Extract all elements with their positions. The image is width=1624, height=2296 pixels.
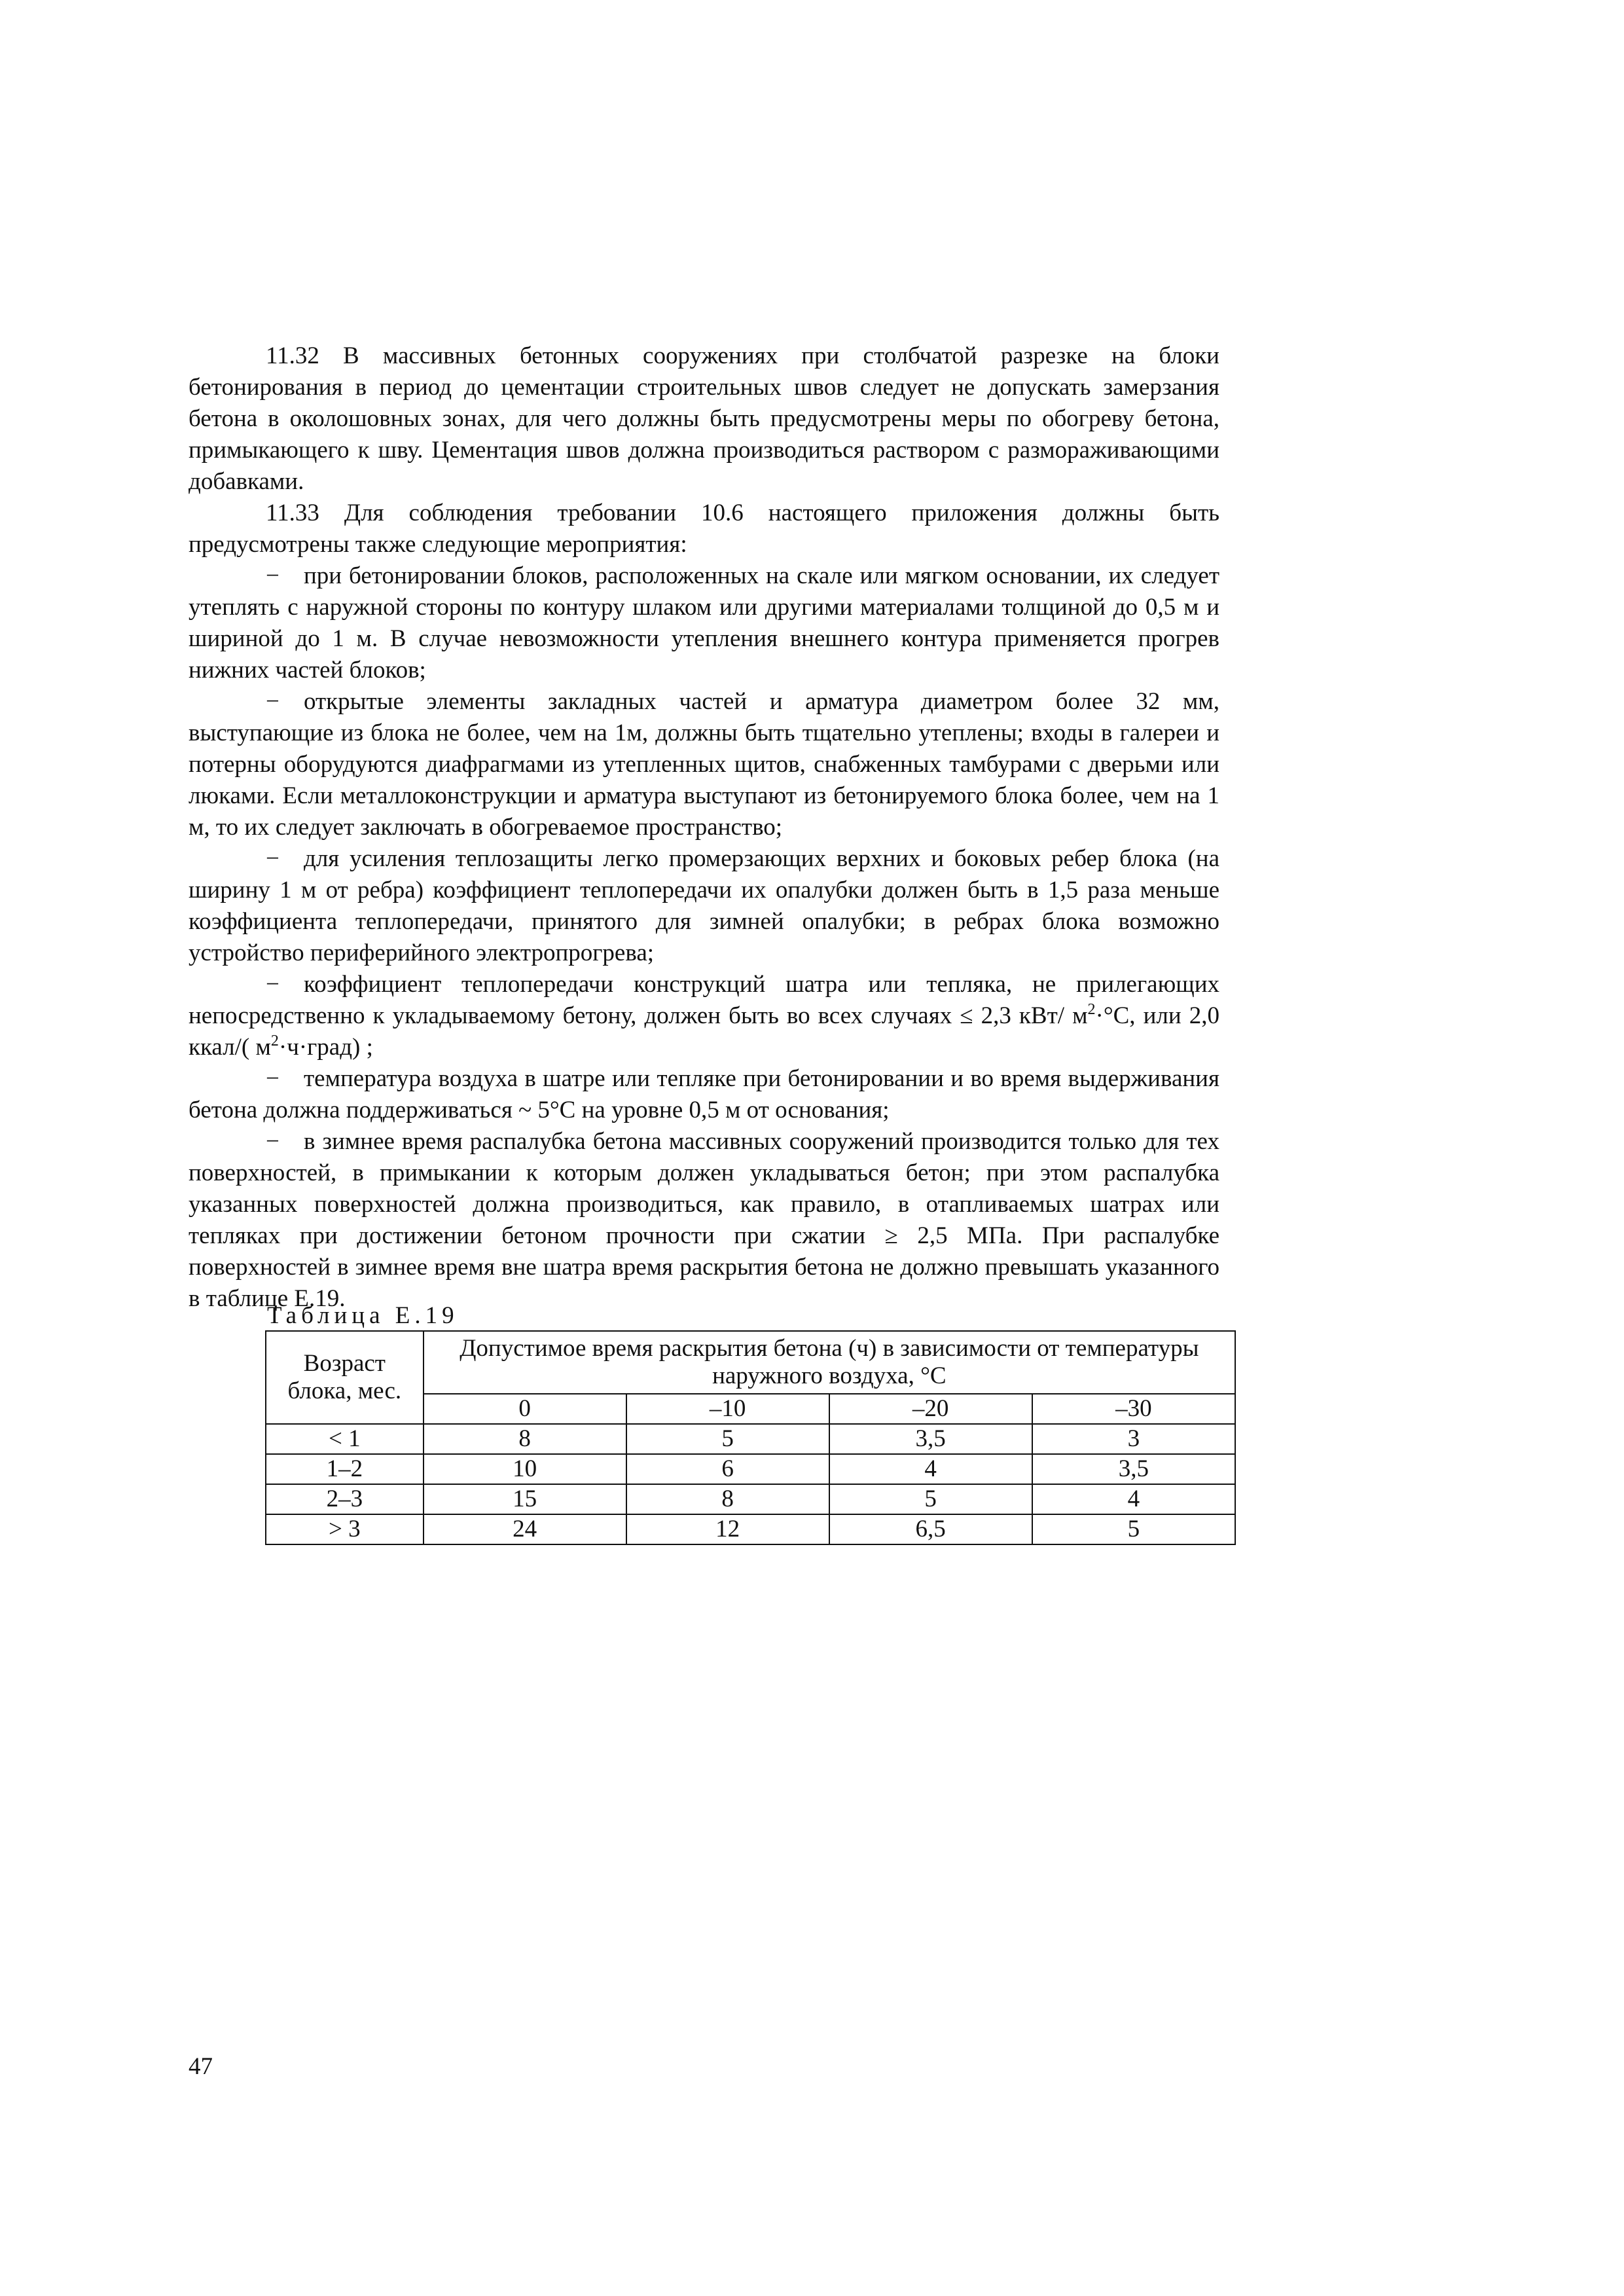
dash-bullet: − — [266, 688, 280, 715]
table-cell: 3,5 — [1032, 1454, 1235, 1484]
list-item-text: ·ч·град) ; — [278, 1034, 373, 1061]
temperature-header-cell: –30 — [1032, 1394, 1235, 1424]
dash-bullet: − — [266, 562, 280, 589]
table-cell: 5 — [829, 1484, 1032, 1514]
list-item-text: в зимнее время распалубка бетона массивных сооружений производится только для тех поверхностей, в примыкании к которым должен укладываться бетон; при этом распалубка указанных поверхностей должна производиться, как правило, в отапливаемых шатрах или тепляках при достижении бетоном прочности при сжатии ≥ 2,5 МПа. При распалубке поверхностей в зимнее время вне шатра время раскрытия бетона не должно превышать указанного в таблице Е.19. — [189, 1128, 1219, 1312]
table-cell: 15 — [424, 1484, 626, 1514]
list-item — [189, 1063, 1219, 1126]
list-item — [189, 969, 1219, 1063]
table-cell: 24 — [424, 1514, 626, 1544]
table-cell: 6 — [626, 1454, 829, 1484]
table-cell: 3 — [1032, 1424, 1235, 1454]
table-cell: 4 — [829, 1454, 1032, 1484]
temperature-header-cell: –20 — [829, 1394, 1032, 1424]
table-row — [266, 1514, 1235, 1544]
paragraph-11-32: 11.32 В массивных бетонных сооружениях при столбчатой разрезке на блоки бетонирования в период до цементации строительных швов следует не допускать замерзания бетона в околошовных зонах, для чего должны быть предусмотрены меры по обогреву бетона, примыкающего к шву. Цементация швов должна производиться раствором с размораживающими добавками. — [189, 342, 1219, 495]
dash-bullet: − — [266, 1128, 280, 1155]
body-text — [189, 340, 1219, 1315]
superscript: 2 — [1087, 1001, 1096, 1018]
list-item — [189, 843, 1219, 969]
table-header-row — [266, 1331, 1235, 1394]
list-item-text: для усиления теплозащиты легко промерзающих верхних и боковых ребер блока (на ширину 1 м от ребра) коэффициент теплопередачи их опалубки должен быть в 1,5 раза меньше коэффициента теплопередачи, принятого для зимней опалубки; в ребрах блока возможно устройство периферийного электропрогрева; — [189, 845, 1219, 966]
age-cell: > 3 — [266, 1514, 424, 1544]
dash-bullet: − — [266, 971, 280, 998]
data-table — [265, 1330, 1236, 1545]
temperature-header-cell: –10 — [626, 1394, 829, 1424]
age-cell: < 1 — [266, 1424, 424, 1454]
list-item — [189, 560, 1219, 686]
dash-bullet: − — [266, 1065, 280, 1092]
paragraph-11-33: 11.33 Для соблюдения требовании 10.6 настоящего приложения должны быть предусмотрены также следующие мероприятия: — [189, 500, 1219, 558]
table-cell: 5 — [1032, 1514, 1235, 1544]
age-cell: 2–3 — [266, 1484, 424, 1514]
superscript: 2 — [270, 1032, 279, 1049]
list-item-text: коэффициент теплопередачи конструкций шатра или тепляка, не прилегающих непосредственно к укладываемому бетону, должен быть во всех случаях ≤ 2,3 кВт/ м — [189, 971, 1219, 1029]
table-row — [266, 1484, 1235, 1514]
table-cell: 3,5 — [829, 1424, 1032, 1454]
list-item — [189, 1126, 1219, 1315]
table-cell: 10 — [424, 1454, 626, 1484]
table-row — [266, 1424, 1235, 1454]
row-header-cell: Возраст блока, мес. — [266, 1331, 424, 1424]
page-number: 47 — [189, 2053, 213, 2080]
age-cell: 1–2 — [266, 1454, 424, 1484]
table-caption: Таблица Е.19 — [267, 1302, 459, 1329]
table-row — [266, 1454, 1235, 1484]
table-cell: 5 — [626, 1424, 829, 1454]
list-item-text: при бетонировании блоков, расположенных на скале или мягком основании, их следует утеплять с наружной стороны по контуру шлаком или другими материалами толщиной до 0,5 м и шириной до 1 м. В случае невозможности утепления внешнего контура применяется прогрев нижних частей блоков; — [189, 562, 1219, 683]
list-item-text: ·°С, или 2,0 ккал/( м — [189, 1002, 1219, 1061]
group-header-cell: Допустимое время раскрытия бетона (ч) в зависимости от температуры наружного воздуха, °С — [424, 1331, 1235, 1394]
table-cell: 6,5 — [829, 1514, 1032, 1544]
table-cell: 4 — [1032, 1484, 1235, 1514]
dash-bullet: − — [266, 845, 280, 872]
table-cell: 8 — [424, 1424, 626, 1454]
table-cell: 12 — [626, 1514, 829, 1544]
temperature-header-cell: 0 — [424, 1394, 626, 1424]
list-item — [189, 686, 1219, 843]
table-cell: 8 — [626, 1484, 829, 1514]
list-item-text: температура воздуха в шатре или тепляке при бетонировании и во время выдерживания бетона должна поддерживаться ~ 5°С на уровне 0,5 м от основания; — [189, 1065, 1219, 1123]
list-item-text: открытые элементы закладных частей и арматура диаметром более 32 мм, выступающие из блока не более, чем на 1м, должны быть тщательно утеплены; входы в галереи и потерны оборудуются диафрагмами из утепленных щитов, снабженных тамбурами с дверьми или люками. Если металлоконструкции и арматура выступают из бетонируемого блока более, чем на 1 м, то их следует заключать в обогреваемое пространство; — [189, 688, 1219, 841]
